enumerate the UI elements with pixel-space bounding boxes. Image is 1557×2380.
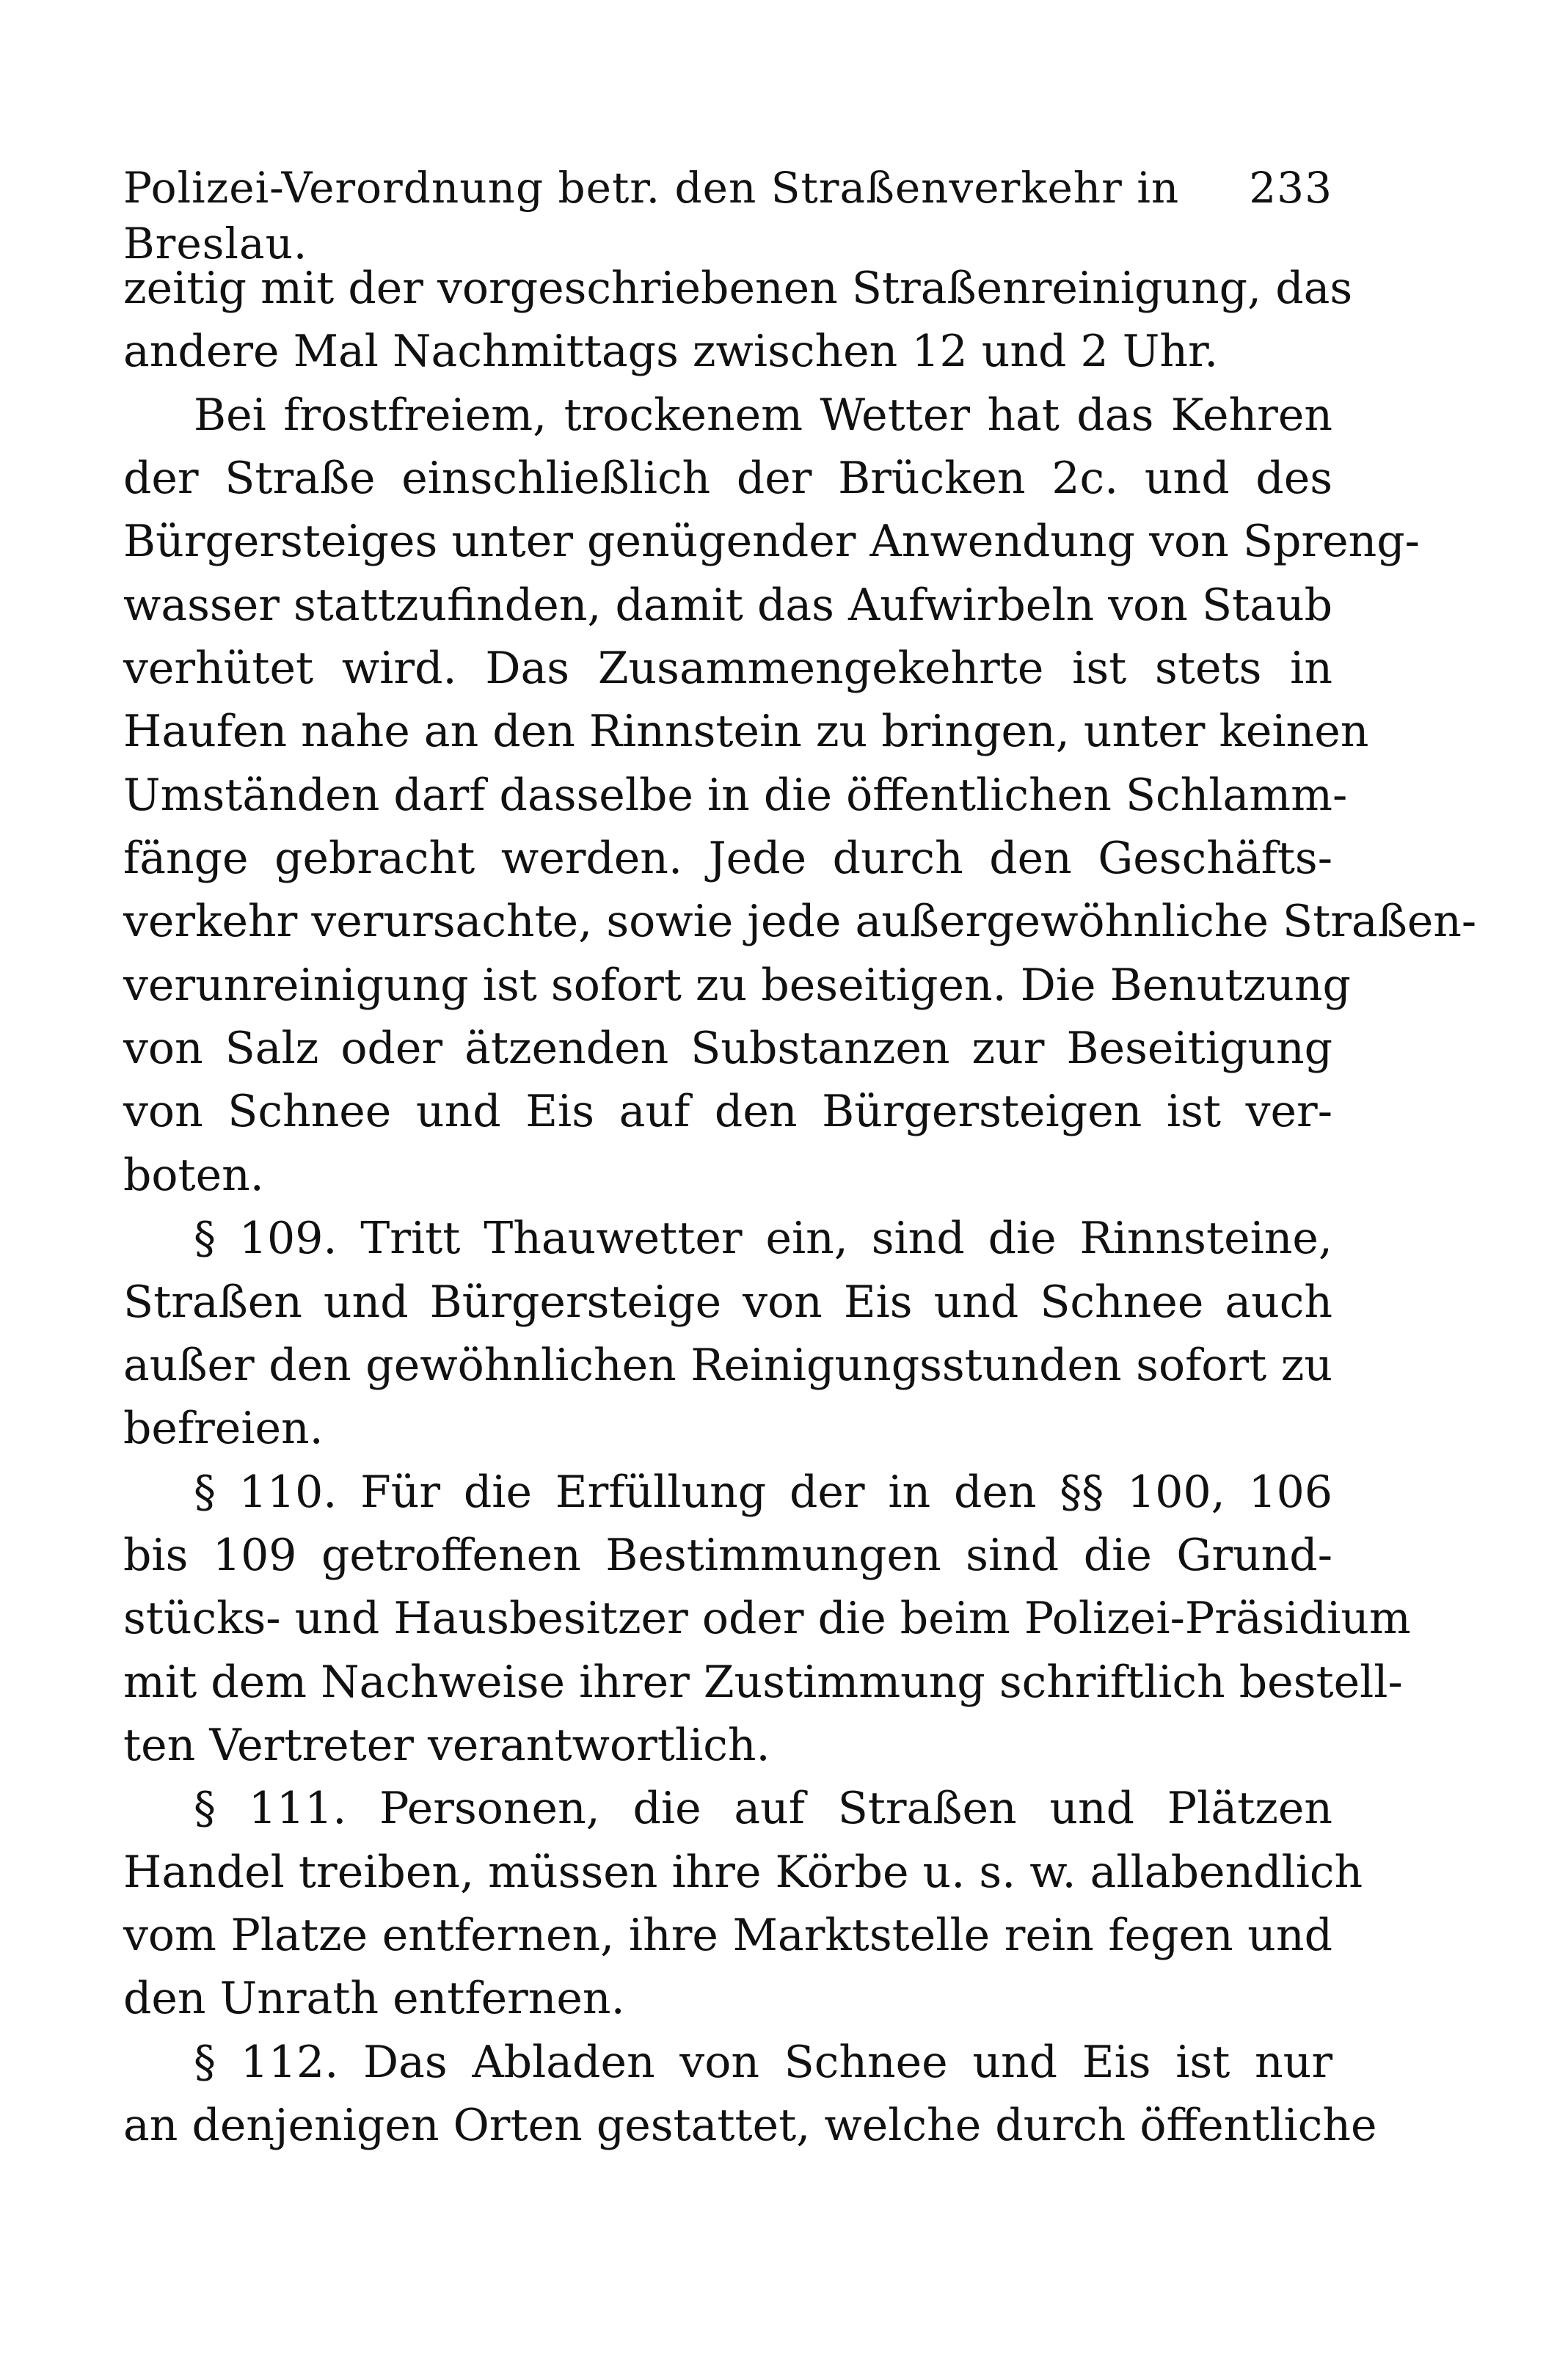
text-line: außer den gewöhnlichen Reinigungsstunden sofort zu (123, 1339, 1332, 1391)
text-line: Haufen nahe an den Rinnstein zu bringen, unter keinen (123, 706, 1369, 758)
body-text (123, 257, 1477, 2157)
text-line: ten Vertreter verantwortlich. (123, 1719, 770, 1771)
text-line: zeitig mit der vorgeschriebenen Straßenreinigung, das (123, 263, 1353, 314)
text-line: der Straße einschließlich der Brücken 2c. und des (123, 453, 1332, 505)
text-line: Bei frostfreiem, trockenem Wetter hat das Kehren (194, 389, 1332, 441)
text-line: fänge gebracht werden. Jede durch den Geschäfts- (123, 833, 1332, 885)
text-line: boten. (123, 1149, 264, 1201)
text-line: Bürgersteiges unter genügender Anwendung von Spreng- (123, 516, 1420, 568)
text-line: stücks- und Hausbesitzer oder die beim Polizei-Präsidium (123, 1593, 1411, 1645)
text-line: Straßen und Bürgersteige von Eis und Schnee auch (123, 1276, 1332, 1328)
section-112-heading-line: § 112. Das Abladen von Schnee und Eis ist nur (194, 2036, 1332, 2088)
text-line: Umständen darf dasselbe in die öffentlichen Schlamm- (123, 769, 1348, 821)
text-line: wasser stattzufinden, damit das Aufwirbeln von Staub (123, 579, 1332, 631)
text-line: an denjenigen Orten gestattet, welche durch öffentliche (123, 2099, 1377, 2151)
text-line: von Salz oder ätzenden Substanzen zur Beseitigung (123, 1023, 1332, 1075)
section-111-heading-line: § 111. Personen, die auf Straßen und Plätzen (194, 1783, 1332, 1835)
text-line: bis 109 getroffenen Bestimmungen sind die Grund- (123, 1529, 1332, 1581)
text-line: mit dem Nachweise ihrer Zustimmung schriftlich bestell- (123, 1656, 1403, 1708)
section-109-heading-line: § 109. Tritt Thauwetter ein, sind die Rinnsteine, (194, 1213, 1332, 1265)
text-line: verunreinigung ist sofort zu beseitigen. Die Benutzung (123, 959, 1351, 1011)
text-line: Handel treiben, müssen ihre Körbe u. s. w. allabendlich (123, 1846, 1363, 1898)
text-line: von Schnee und Eis auf den Bürgersteigen ist ver- (123, 1086, 1332, 1138)
running-head (123, 160, 1332, 271)
running-head-title: Polizei-Verordnung betr. den Straßenverkehr in Breslau. (123, 163, 1180, 269)
text-line: befreien. (123, 1403, 324, 1455)
text-line: verhütet wird. Das Zusammengekehrte ist stets in (123, 643, 1332, 695)
text-line: den Unrath entfernen. (123, 1973, 625, 2025)
text-line: verkehr verursachte, sowie jede außergewöhnliche Straßen- (123, 896, 1477, 948)
text-line: andere Mal Nachmittags zwischen 12 und 2 Uhr. (123, 326, 1219, 378)
text-line: vom Platze entfernen, ihre Marktstelle rein fegen und (123, 1909, 1332, 1961)
page-number: 233 (1249, 163, 1332, 213)
section-110-heading-line: § 110. Für die Erfüllung der in den §§ 100, 106 (194, 1466, 1332, 1518)
